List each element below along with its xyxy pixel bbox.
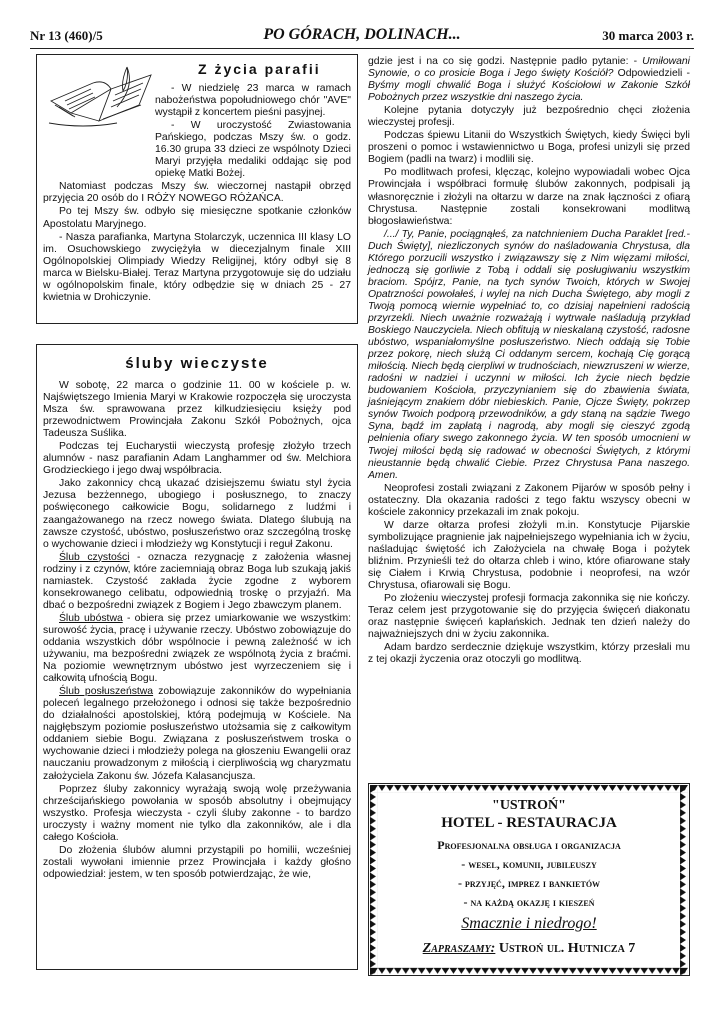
article-paragraph: Podczas śpiewu Litanii do Wszystkich Świętych, kiedy Święci byli proszeni o pomoc i wstawiennictwo u Boga, profesi unizyli się przed Bogiem (padli na twarz) i modlili się. bbox=[368, 130, 690, 166]
ad-service: - przyjęć, imprez i bankietów bbox=[457, 876, 601, 890]
article-paragraph: W darze ołtarza profesi złożyli m.in. Konstytucje Pijarskie symbolizujące pragnienie jak najpełniejszego wypełniania ich w życiu, naśladując świętość ich Założyciela na chwałę Boga i pożytek bliźnim. Przynieśli też do ołtarza chleb i wino, które ofiarowane stały się Ciałem i Krwią Chrystusa, podobnie i neoprofesi, na wzór Chrystusa, ofiarowali się Bogu. bbox=[368, 519, 690, 592]
article-paragraph: Podczas tej Eucharystii wieczystą profesję złożyło trzech alumnów - nasz parafianin Adam Langhammer od św. Melchiora Grodzieckiego i jego dwaj współbracia. bbox=[43, 441, 351, 477]
quoted-answer: Byśmy mogli chwalić Boga i służyć Kościołowi w Zakonie Szkół Pobożnych przez wszystkie dni naszego życia. bbox=[368, 80, 690, 104]
article-paragraph: W sobotę, 22 marca o godzinie 11. 00 w kościele p. w. Najświętszego Imienia Maryi w Krakowie rozpoczęła się uroczysta Msza św. sprawowana przez kilkudziesięciu księży pod przewodnictwem Prowincjała Zakonu Szkół Pobożnych, ojca Tadeusza Suślika. bbox=[43, 380, 351, 440]
article-paragraph bbox=[43, 613, 351, 685]
article-paragraph: Po złożeniu wieczystej profesji formacja zakonnika się nie kończy. Teraz celem jest przygotowanie się do przyjęcia święceń diakonatu oraz następnie święceń kapłańskich. Jednak ten dzień należy do najważniejszych dni w życiu zakonnika. bbox=[368, 593, 690, 641]
article-paragraph: Po modlitwach profesi, klęcząc, kolejno wypowiadali wobec Ojca Prowincjała i współbraci formułę ślubów zakonnych, podpisali ją własnoręcznie i złożyli na ołtarzu w darze na znak łączności z ofiarą Chrystusa. Następnie zostali konsekrowani modlitwą błogosławieństwa: bbox=[368, 167, 690, 227]
text-run: gdzie jest i na co się godzi. Następnie padło pytanie: - bbox=[368, 56, 643, 67]
article-continuation bbox=[368, 56, 690, 667]
ad-service: - na każdą okazję i kieszeń bbox=[463, 895, 595, 909]
article-paragraph: Jako zakonnicy chcą ukazać dzisiejszemu światu styl życia Jezusa bezżennego, ubogiego i posłusznego, to znaczy poświęconego całkowicie Bogu, solidarnego z ludźmi i zaangażowanego na rzecz nowego świata. Dlatego ślubują na zawsze czystość, ubóstwo, posłuszeństwo oraz szczególną troskę o wychowanie dzieci i młodzieży wg Konstytucji i reguł Zakonu. bbox=[43, 478, 351, 550]
hotel-type: HOTEL - RESTAURACJA bbox=[441, 815, 617, 831]
article-paragraph: Poprzez śluby zakonnicy wyrażają swoją wolę przeżywania chrześcijańskiego powołania w sposób absolutny i obejmujący wszystko. Profesja wieczysta - czyli śluby zakonne - to bardzo uroczysty i ważny moment nie tylko dla zakonników, ale i dla całego Kościoła. bbox=[43, 783, 351, 843]
ad-service: Profesjonalna obsługa i organizacja bbox=[437, 838, 621, 852]
parish-paragraph: - Nasza parafianka, Martyna Stolarczyk, uczennica III klasy LO im. Osuchowskiego zwyciężyła w diecezjalnym finale XIII Ogólnopolskiej Olimpiady Wiedzy Religijnej, który odbył się 8 marca w Bielsku-Białej. Teraz Martyna przygotowuje się do udziału w ogólnopolskim finale, który odbędzie się w dniach 25 - 27 kwietnia w Drohiczynie. bbox=[43, 231, 351, 303]
article-paragraph: Do złożenia ślubów alumni przystąpili po homilii, wcześniej zostali wywołani imiennie przez Prowincjała i każdy głośno odpowiedział: jestem, w ten sposób potwierdzając, że wie, bbox=[43, 844, 351, 880]
article-paragraph: Adam bardzo serdecznie dziękuje wszystkim, którzy przesłali mu z tej okazji życzenia oraz otoczyli go modlitwą. bbox=[368, 642, 690, 666]
vow-description: - oznacza rezygnację z założenia własnej rodziny i z czynów, które zaciemniają obraz Boga lub szukają jakiś namiastek. Czystość zakłada życie zgodne z wyborem konsekrowanego celibatu, odpowiednią troskę o przyjaźń. Ma dbać o bezpośredni związek z Bogiem i Jego zbawczym planem. bbox=[43, 551, 351, 611]
ad-slogan: Smacznie i niedrogo! bbox=[461, 915, 597, 932]
page-header bbox=[30, 26, 694, 49]
ad-service: - wesel, komunii, jubileuszy bbox=[461, 857, 597, 871]
article-paragraph bbox=[43, 686, 351, 782]
vow-term: Ślub ubóstwa bbox=[59, 612, 123, 624]
parish-paragraph: - W uroczystość Zwiastowania Pańskiego, podczas Mszy św. o godz. 16.30 grupa 33 dzieci ze wspólnoty Dzieci Maryi przyjęła medaliki oddając się pod opiekę Matki Bożej. bbox=[155, 120, 351, 180]
parish-paragraph: Po tej Mszy św. odbyło się miesięczne spotkanie członków Apostolatu Maryjnego. bbox=[43, 206, 351, 230]
article-paragraph: Neoprofesi zostali związani z Zakonem Pijarów w sposób pełny i ostateczny. Dla okazania radości z tego faktu wszyscy obecni w kościele zakonnicy przekazali im znak pokoju. bbox=[368, 482, 690, 518]
blessing-prayer: /.../ Ty, Panie, pociągnąłeś, za natchnieniem Ducha Paraklet [red.- Duch Święty], niezliczonych synów do naśladowania Chrystusa, dla Którego porzucili wszystko i związawszy się z Nim więzami miłości, jednoczą się gorliwie z Tobą i oddali się posługiwaniu wszystkim braciom. Spójrz, Panie, na tych synów Twoich, których w Swojej Opatrzności powołałeś, i wylej na nich Ducha Świętego, aby mogli z Twoją pomocą wiernie wypełniać to, co dzisiaj napełnieni radością przyrzekli. Niech uważnie rozważają i wytrwale naśladują przykład Boskiego Nauczyciela. Niech obfitują w nieskalaną czystość, radosne ubóstwo, wspaniałomyślne posłuszeństwo. Niech oddają się Tobie przez pokorę, niech służą Ci oddanym sercem, kochają Cię gorącą miłością. Niech będą cierpliwi w trudnościach, niewzruszeni w wierze, radośni w nadziei i uczynni w miłości. Ich życie niech będzie budowaniem Kościoła, przyczynianiem się do zbawienia świata, jaśniejącym znakiem dóbr niebieskich. Panie, Ojcze Święty, pokrzep synów Twoich podporą przewodników, a gdy staną na sądzie Twego Syna, bądź im zapłatą i nagrodą, aby mogli się cieszyć zgodą pełnienia ofiary swego zakonnego życia. W ten sposób umocnieni w Twojej miłości będą się radować w obecności Świętych, z którymi nieustannie będą chwalić Ciebie. Przez Chrystusa Pana naszego. Amen. bbox=[368, 228, 690, 481]
parish-news-title: Z życia parafii bbox=[198, 61, 321, 77]
article-paragraph bbox=[368, 56, 690, 104]
issue-number: Nr 13 (460)/5 bbox=[30, 28, 103, 43]
ad-invite: Zapraszamy: bbox=[422, 941, 496, 956]
ad-address bbox=[383, 941, 675, 957]
vow-term: Ślub posłuszeństwa bbox=[59, 686, 154, 698]
hotel-advertisement bbox=[368, 783, 690, 976]
ad-content bbox=[383, 792, 675, 957]
vow-term: Ślub czystości bbox=[59, 551, 130, 563]
section-title: PO GÓRACH, DOLINACH... bbox=[263, 26, 461, 43]
text-run: Odpowiedzieli - bbox=[613, 68, 690, 80]
article-paragraph: Kolejne pytania dotyczyły już bezpośrednio chęci złożenia wieczystej profesji. bbox=[368, 105, 690, 129]
parish-paragraph: Natomiast podczas Mszy św. wieczornej nastąpił obrzęd przyjęcia 20 osób do I RÓŻY NOWEGO RÓŻAŃCA. bbox=[43, 181, 351, 205]
issue-date: 30 marca 2003 r. bbox=[602, 28, 694, 43]
article-paragraph bbox=[43, 552, 351, 612]
quoted-question: Umiłowani Synowie, o co prosicie Boga i Jego święty Kościół? bbox=[368, 56, 690, 80]
ad-street: Ustroń ul. Hutnicza 7 bbox=[495, 941, 636, 956]
vows-article-title: śluby wieczyste bbox=[125, 355, 269, 372]
vows-article-box bbox=[36, 344, 358, 970]
vow-description: - obiera się przez umiarkowanie we wszystkim: surowość życia, pracę i używanie rzeczy. Ubóstwo zobowiązuje do oddania wszystkich dóbr wspólnocie i pewną zależność w ich używaniu, ma bezpośredni związek ze wspólnotą życia z braćmi. Na poziomie wewnętrznym ubóstwo jest wyrzeczeniem się i całkowitą ufnością Bogu. bbox=[43, 612, 351, 685]
parish-news-box bbox=[36, 54, 358, 324]
hotel-name: "USTROŃ" bbox=[492, 798, 566, 813]
parish-paragraph: - W niedzielę 23 marca w ramach nabożeństwa popołudniowego chór "AVE" wystąpił z koncertem pieśni pasyjnej. bbox=[155, 83, 351, 119]
vow-description: zobowiązuje zakonników do wypełniania poleceń legalnego przełożonego i odnosi się także bezpośrednio do działalności apostolskiej, którą podejmują w Kościele. Na najgłębszym poziomie posłuszeństwo utożsamia się z całkowitym oddaniem siebie Bogu. Związana z posłuszeństwem troska o wychowanie dzieci i młodzieży polega na głoszeniu Ewangelii oraz nauczaniu prowadzonym z miłością i cierpliwością wg charyzmatu założyciela Zakonu św. Józefa Kalasancjusza. bbox=[43, 686, 351, 782]
